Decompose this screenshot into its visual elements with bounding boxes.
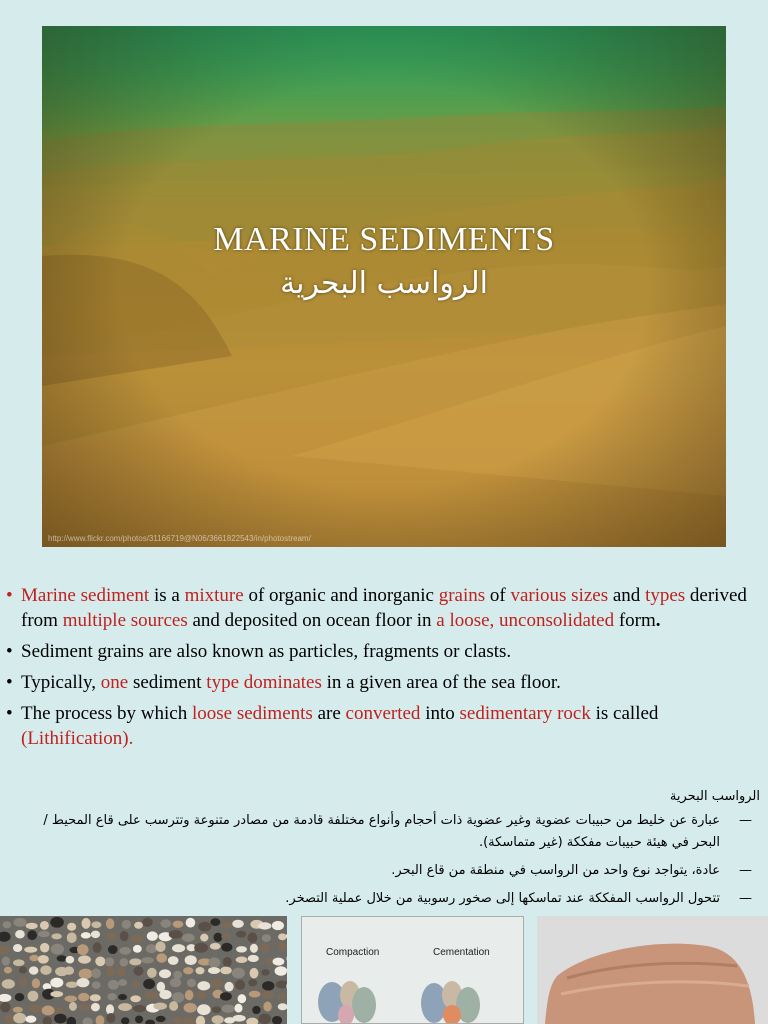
bullet-text: Typically, — [21, 672, 101, 693]
pebble — [276, 980, 287, 988]
pebble — [77, 978, 90, 987]
pebble — [42, 1006, 55, 1016]
pebble — [147, 931, 158, 941]
pebble — [272, 921, 284, 930]
pebble — [250, 944, 258, 953]
lithification-diagram — [301, 916, 524, 1024]
pebble — [146, 944, 157, 953]
pebble — [135, 1016, 143, 1024]
pebble — [0, 945, 10, 954]
pebble — [258, 1014, 271, 1024]
highlighted-term: grains — [438, 585, 486, 606]
bullet-text: derived from — [21, 585, 747, 631]
highlighted-term: multiple sources — [62, 610, 188, 631]
pebble — [170, 978, 181, 987]
pebble — [236, 946, 247, 952]
pebble — [106, 932, 116, 941]
pebble — [258, 922, 271, 929]
pebble — [27, 930, 37, 940]
pebble — [247, 932, 257, 943]
gravel-pebbles — [0, 916, 287, 1024]
pebble — [232, 1015, 245, 1022]
pebble — [213, 933, 222, 942]
pebble — [2, 979, 15, 989]
pebble — [130, 995, 141, 1002]
bullet-item — [0, 670, 768, 695]
pebble — [200, 934, 208, 942]
pebble — [145, 1020, 155, 1024]
bullet-item — [0, 583, 768, 633]
pebble — [186, 918, 196, 928]
pebble — [160, 919, 171, 927]
bullet-text: Sediment grains are also known as particles, fragments or clasts. — [21, 641, 512, 662]
pebble — [182, 933, 195, 942]
pebble — [263, 1001, 271, 1011]
pebble — [156, 953, 167, 963]
pebble — [15, 930, 25, 938]
pebble — [24, 947, 37, 953]
pebble — [57, 955, 67, 961]
pebble — [131, 934, 143, 942]
pebble — [118, 979, 127, 986]
highlighted-term: converted — [345, 703, 421, 724]
pebble — [119, 958, 128, 966]
pebble — [197, 1004, 211, 1015]
pebble — [144, 991, 158, 999]
highlighted-term: a loose, unconsolidated — [436, 610, 615, 631]
pebble — [159, 990, 171, 999]
pebble — [43, 1016, 52, 1024]
pebble — [69, 1002, 77, 1011]
pebble — [134, 966, 144, 976]
pebble — [232, 968, 245, 979]
pebble — [278, 942, 286, 952]
pebble — [29, 966, 39, 974]
pebble — [172, 944, 185, 952]
pebble — [28, 991, 39, 1002]
arabic-item: — تتحول الرواسب المفككة عند تماسكها إلى صخور رسوبية من خلال عملية التصخر. — [30, 888, 760, 910]
pebble — [221, 922, 233, 929]
pebble — [106, 1013, 115, 1023]
pebble — [91, 921, 101, 928]
highlighted-term: type dominates — [206, 672, 322, 693]
pebble — [82, 918, 91, 929]
pebble — [13, 918, 26, 927]
pebble — [93, 942, 102, 953]
pebble — [198, 922, 211, 932]
pebble — [133, 1005, 146, 1012]
pebble — [106, 918, 114, 929]
pebble — [116, 967, 126, 977]
pebble — [108, 945, 118, 954]
pebble — [183, 1017, 195, 1024]
pebble — [119, 947, 131, 955]
pebble — [50, 991, 63, 997]
pebble — [252, 1006, 260, 1014]
pebble — [132, 981, 140, 988]
pebble — [187, 979, 196, 988]
pebble — [185, 990, 194, 1000]
pebble — [195, 967, 204, 974]
pebble — [153, 1003, 167, 1010]
pebble — [0, 994, 11, 1002]
pebble — [147, 968, 157, 978]
pebble — [155, 941, 165, 952]
bullet-text: . — [655, 610, 661, 631]
pebble — [196, 991, 206, 1000]
pebble — [133, 945, 142, 953]
pebble — [159, 969, 171, 978]
pebble — [79, 1003, 93, 1010]
pebble — [250, 968, 259, 979]
pebble — [275, 966, 287, 976]
pebble — [221, 943, 232, 952]
pebble — [141, 957, 154, 963]
pebble — [235, 980, 245, 990]
pebble — [184, 1003, 197, 1013]
pebble — [221, 934, 231, 940]
bullet-text: of organic and inorganic — [243, 585, 439, 606]
bullet-item — [0, 639, 768, 664]
pebble — [286, 932, 287, 940]
pebble — [78, 993, 89, 1001]
pebble — [4, 967, 12, 974]
pebble — [232, 920, 244, 928]
pebble — [259, 943, 270, 952]
highlighted-term: types — [645, 585, 686, 606]
pebble — [13, 1013, 26, 1024]
pebble — [262, 981, 274, 990]
pebble — [173, 921, 184, 928]
sandstone-photo — [537, 916, 768, 1024]
photo-credit: http://www.flickr.com/photos/31166719@N06/3661822543/in/photostream/ — [48, 534, 311, 543]
pebble — [173, 1017, 184, 1024]
pebble — [29, 1004, 42, 1013]
pebble — [183, 967, 193, 974]
pebble — [262, 990, 274, 998]
arabic-item: — عادة، يتواجد نوع واحد من الرواسب في منطقة من قاع البحر. — [30, 860, 760, 882]
pebble — [208, 957, 220, 967]
pebble — [91, 968, 101, 978]
pebble — [32, 978, 40, 988]
pebble — [238, 994, 247, 1003]
highlighted-term: various sizes — [510, 585, 609, 606]
pebble — [79, 969, 93, 979]
pebble — [13, 1007, 23, 1013]
pebble — [225, 982, 234, 992]
pebble — [96, 1015, 105, 1024]
pebble — [172, 992, 184, 1003]
pebble — [54, 1014, 67, 1024]
pebble — [185, 955, 197, 965]
pebble — [107, 993, 116, 1000]
pebble — [38, 931, 50, 937]
cementation-label: Cementation — [433, 947, 490, 958]
grain-illustration — [302, 917, 523, 1023]
pebble — [272, 1016, 282, 1024]
pebble — [38, 955, 49, 964]
bullet-text: are — [312, 703, 346, 724]
pebble — [194, 943, 208, 953]
pebble — [95, 957, 105, 967]
pebble — [30, 955, 39, 962]
pebble — [0, 932, 11, 942]
pebble — [222, 1005, 235, 1013]
pebble — [92, 981, 101, 989]
pebble — [64, 966, 74, 975]
bullet-text: in a given area of the sea floor. — [321, 672, 561, 693]
arabic-heading: الرواسب البحرية — [669, 789, 760, 804]
pebble — [26, 923, 38, 929]
pebble — [40, 921, 49, 930]
pebble — [108, 980, 119, 990]
pebble — [3, 921, 12, 928]
pebble — [236, 956, 248, 962]
pebble — [212, 1006, 221, 1013]
bullet-text: sediment — [128, 672, 207, 693]
pebble — [66, 981, 78, 987]
pebble — [262, 934, 271, 942]
gravel-photo — [0, 916, 287, 1024]
pebble — [82, 1017, 92, 1024]
pebble — [15, 993, 25, 1001]
pebble — [156, 1016, 166, 1022]
pebble — [67, 923, 76, 931]
pebble — [196, 1016, 205, 1024]
pebble — [81, 932, 91, 938]
pebble — [249, 991, 261, 998]
bullet-list — [0, 583, 768, 757]
pebble — [25, 1016, 36, 1023]
pebble — [168, 956, 179, 965]
pebble — [66, 956, 75, 964]
pebble — [246, 1018, 258, 1024]
bullet-text: of — [485, 585, 511, 606]
highlighted-term: one — [100, 672, 129, 693]
seafloor-photo — [42, 26, 726, 547]
bullet-text: and — [608, 585, 646, 606]
pebble — [50, 978, 63, 988]
pebble — [220, 967, 232, 975]
pebble — [143, 979, 155, 989]
pebble — [91, 931, 100, 939]
pebble — [210, 943, 221, 950]
pebble — [169, 930, 183, 939]
pebble — [19, 967, 27, 974]
pebble — [234, 1004, 242, 1013]
pebble — [212, 1015, 224, 1024]
pebble — [197, 981, 210, 990]
pebble — [248, 955, 259, 962]
pebble — [173, 971, 182, 979]
bullet-text: into — [420, 703, 460, 724]
bullet-text: is a — [149, 585, 185, 606]
pebble — [13, 959, 25, 966]
highlighted-term: sedimentary rock — [459, 703, 591, 724]
bullet-text: and deposited on ocean floor in — [187, 610, 437, 631]
pebble — [50, 917, 64, 928]
pebble — [118, 994, 127, 1000]
pebble — [91, 1003, 100, 1012]
pebble — [105, 957, 115, 966]
pebble — [236, 931, 246, 938]
bullet-text: form — [614, 610, 656, 631]
pebble — [19, 977, 28, 986]
pebble — [142, 918, 152, 927]
highlighted-term: mixture — [184, 585, 244, 606]
pebble — [13, 944, 22, 952]
pebble — [278, 993, 286, 1000]
bullet-item — [0, 701, 768, 751]
pebble — [223, 957, 232, 967]
slide-title: MARINE SEDIMENTS — [213, 221, 555, 258]
pebble — [169, 1001, 178, 1011]
pebble — [90, 994, 101, 1001]
pebble — [64, 996, 77, 1002]
pebble — [134, 922, 143, 929]
bullet-text: is called — [590, 703, 659, 724]
pebble — [40, 943, 49, 953]
pebble — [105, 966, 115, 977]
pebble — [210, 979, 224, 988]
highlighted-term: loose sediments — [191, 703, 313, 724]
pebble — [273, 958, 285, 966]
pebble — [0, 1002, 11, 1012]
highlighted-term: Marine sediment — [21, 585, 150, 606]
pebble — [2, 957, 10, 966]
pebble — [129, 958, 141, 965]
pebble — [40, 965, 51, 975]
compaction-label: Compaction — [326, 947, 380, 958]
pebble — [78, 955, 91, 963]
sandstone-rock — [537, 916, 768, 1024]
pebble — [51, 933, 61, 939]
pebble — [220, 992, 232, 1001]
arabic-item: — عبارة عن خليط من حبيبات عضوية وغير عضوية ذات أحجام وأنواع مختلفة قادمة من مصادر متنوعة وتترسب على قاع المحيط / البحر في هيئة حبيبات مفككة (غير متماسكة). — [30, 810, 760, 854]
pebble — [51, 944, 64, 955]
pebble — [248, 979, 257, 986]
pebble — [278, 933, 287, 940]
arabic-section — [30, 786, 760, 916]
pebble — [208, 967, 220, 974]
bullet-text: The process by which — [21, 703, 192, 724]
slide-subtitle-arabic: الرواسب البحرية — [280, 266, 488, 301]
pebble — [121, 1017, 129, 1024]
pebble — [118, 1003, 132, 1011]
pebble — [261, 969, 269, 976]
pebble — [120, 931, 129, 941]
pebble — [66, 1017, 76, 1024]
highlighted-term: (Lithification). — [21, 728, 134, 749]
pebble — [67, 932, 77, 943]
pebble — [278, 1003, 287, 1010]
pebble — [77, 944, 89, 955]
pebble — [210, 918, 220, 926]
pebble — [122, 920, 131, 929]
